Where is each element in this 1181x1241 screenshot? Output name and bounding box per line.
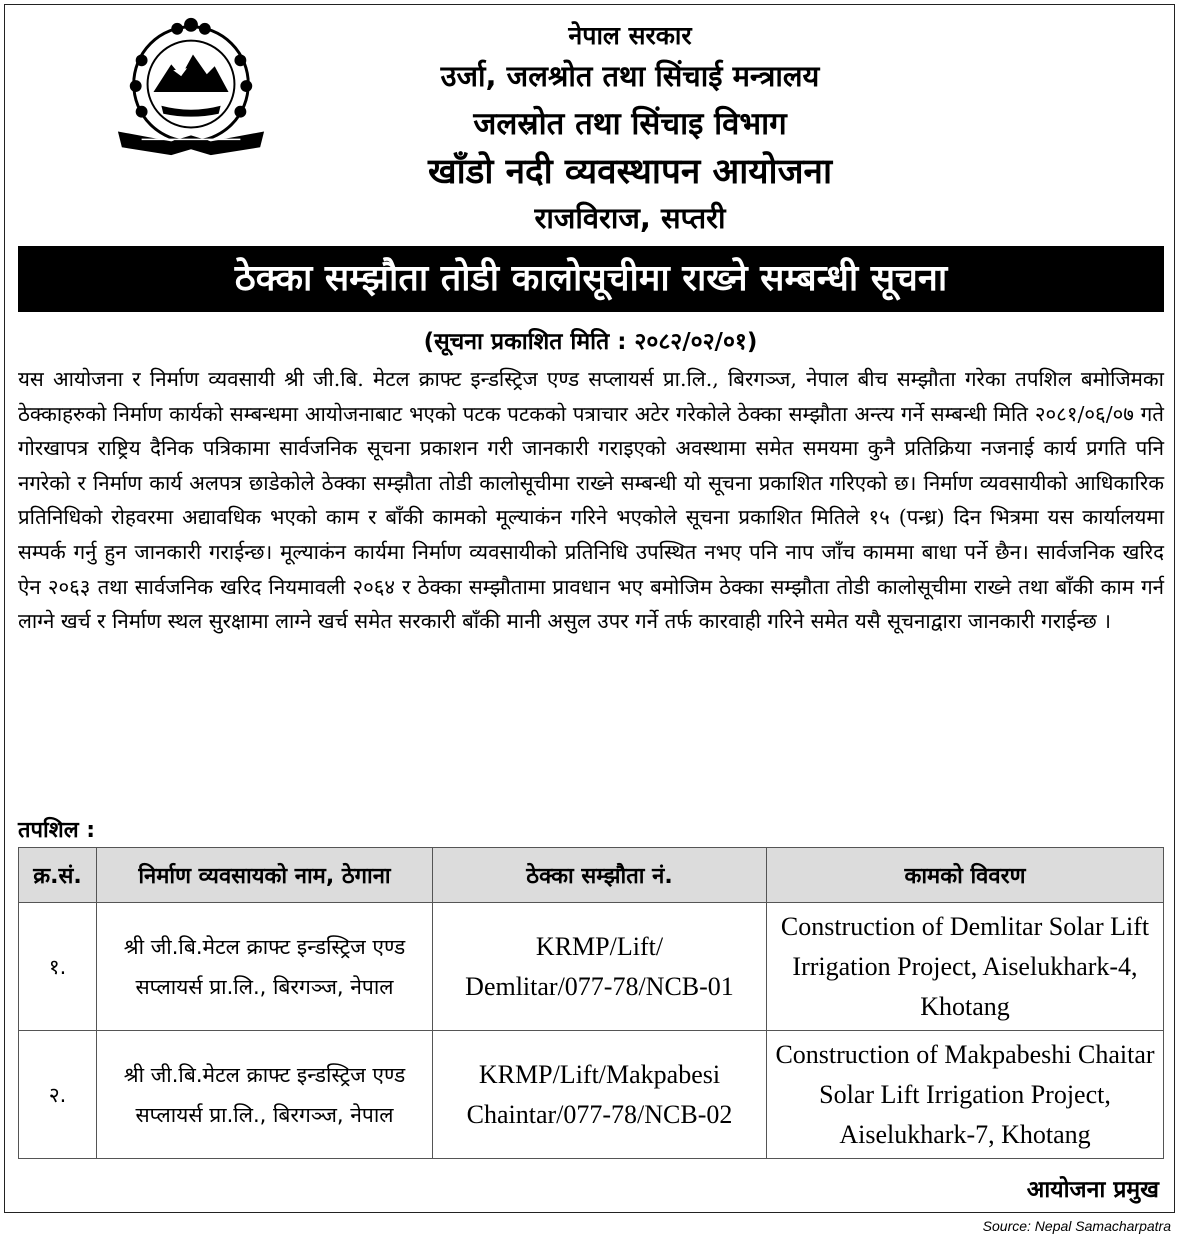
row-description: Construction of Makpabeshi Chaitar Solar Lift Irrigation Project, Aiselukhark-7, Khotang: [767, 1031, 1164, 1159]
contract-no-line-1: KRMP/Lift/: [535, 931, 664, 961]
header-contract-no: ठेक्का सम्झौता नं.: [433, 848, 767, 903]
contract-no-line-2: Chaintar/077-78/NCB-02: [466, 1099, 733, 1129]
project-name: खाँडो नदी व्यवस्थापन आयोजना: [427, 152, 833, 192]
notice-body: यस आयोजना र निर्माण व्यवसायी श्री जी.बि. मेटल क्राफ्ट इन्डस्ट्रिज एण्ड सप्लायर्स प्रा.लि., बिरगञ्ज, नेपाल बीच सम्झौता गरेका तपशिल बमोजिमका ठेक्काहरुको निर्माण कार्यको सम्बन्धमा आयोजनाबाट भएको पटक पटकको पत्राचार अटेर गरेकोले ठेक्का सम्झौता अन्त्य गर्ने सम्बन्धी मिति २०८१/०६/०७ गते गोरखापत्र राष्ट्रिय दैनिक पत्रिकामा सार्वजनिक सूचना प्रकाशन गरी जानकारी गराइएको अवस्थामा समेत समयमा कुनै प्रतिक्रिया नजनाई कार्य प्रगति पनि नगरेको र निर्माण कार्य अलपत्र छाडेकोले ठेक्का सम्झौता तोडी कालोसूचीमा राख्ने सम्बन्धी यो सूचना प्रकाशित गरिएको छ। निर्माण व्यवसायीको आधिकारिक प्रतिनिधिको रोहवरमा अद्यावधिक भएको काम र बाँकी कामको मूल्याकंन गरिने भएकोले सूचना प्रकाशित मितिले १५ (पन्ध्र) दिन भित्रमा यस कार्यालयमा सम्पर्क गर्नु हुन जानकारी गराईन्छ। मूल्याकंन कार्यमा निर्माण व्यवसायीको प्रतिनिधि उपस्थित नभए पनि नाप जाँच काममा बाधा पर्ने छैन। सार्वजनिक खरिद ऐन २०६३ तथा सार्वजनिक खरिद नियमावली २०६४ र ठेक्का सम्झौतामा प्रावधान भए बमोजिम ठेक्का सम्झौता तोडी कालोसूचीमा राख्ने तथा बाँकी काम गर्न लाग्ने खर्च र निर्माण स्थल सुरक्षामा लाग्ने खर्च समेत सरकारी बाँकी मानी असुल उपर गर्ने तर्फ कारवाही गरिने समेत यसै सूचनाद्वारा जानकारी गराईन्छ ।: [18, 367, 1164, 634]
row-contract-no: [433, 1031, 767, 1159]
published-date: (सूचना प्रकाशित मिति : २०८२/०२/०१): [423, 329, 758, 355]
notice-title-banner: ठेक्का सम्झौता तोडी कालोसूचीमा राख्ने सम्बन्धी सूचना: [18, 246, 1164, 312]
contract-no-line-2: Demlitar/077-78/NCB-01: [465, 971, 734, 1001]
contracts-table: [18, 847, 1164, 1159]
table-row: [19, 1031, 1164, 1159]
table-header-row: [19, 848, 1164, 903]
office-location: राजविराज, सप्तरी: [534, 201, 726, 235]
row-contractor: श्री जी.बि.मेटल क्राफ्ट इन्डस्ट्रिज एण्ड सप्लायर्स प्रा.लि., बिरगञ्ज, नेपाल: [97, 903, 433, 1031]
row-contractor: श्री जी.बि.मेटल क्राफ्ट इन्डस्ट्रिज एण्ड सप्लायर्स प्रा.लि., बिरगञ्ज, नेपाल: [97, 1031, 433, 1159]
header-contractor: निर्माण व्यवसायको नाम, ठेगाना: [97, 848, 433, 903]
row-sn: २.: [19, 1031, 97, 1159]
signer-title: आयोजना प्रमुख: [1026, 1177, 1159, 1203]
source-credit: Source: Nepal Samacharpatra: [982, 1218, 1171, 1234]
row-sn: १.: [19, 903, 97, 1031]
government-name: नेपाल सरकार: [568, 21, 692, 50]
row-contract-no: [433, 903, 767, 1031]
contract-no-line-1: KRMP/Lift/Makpabesi: [478, 1059, 721, 1089]
details-label: तपशिल :: [18, 818, 96, 843]
department-name: जलस्रोत तथा सिंचाइ विभाग: [473, 106, 787, 142]
ministry-name: उर्जा, जलश्रोत तथा सिंचाई मन्त्रालय: [440, 59, 820, 93]
row-description: Construction of Demlitar Solar Lift Irrigation Project, Aiselukhark-4, Khotang: [767, 903, 1164, 1031]
government-emblem: [112, 14, 270, 164]
header-sn: क्र.सं.: [19, 848, 97, 903]
header-description: कामको विवरण: [767, 848, 1164, 903]
table-row: [19, 903, 1164, 1031]
